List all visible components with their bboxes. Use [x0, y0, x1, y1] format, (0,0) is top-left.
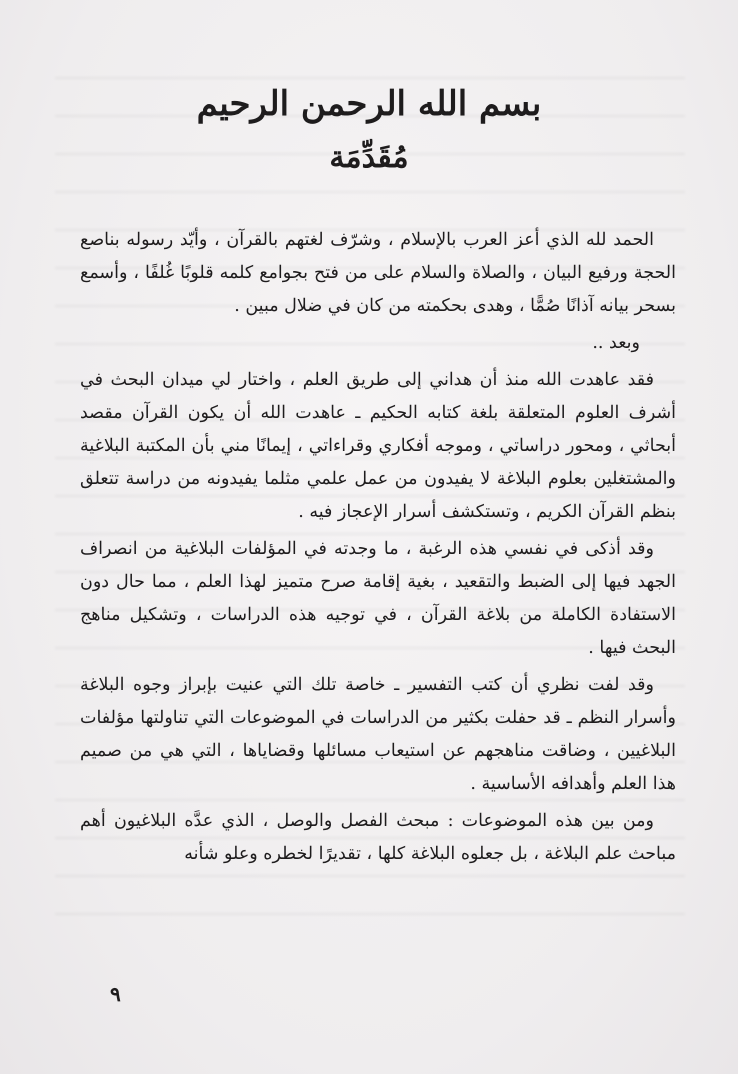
paragraph: الحمد لله الذي أعز العرب بالإسلام ، وشرّف لغتهم بالقرآن ، وأيّد رسوله بناصع الحجة ورفيع البيان ، والصلاة والسلام على من فتح بجوامع كلمه قلوبًا غُلفًا ، وأسمع بسحر بيانه آذانًا صُمًّا ، وهدى بحكمته من كان في ضلال مبين . — [80, 230, 676, 316]
page-number: ٩ — [110, 982, 121, 1006]
paragraph: وبعد .. — [592, 333, 640, 353]
page-title: مُقَدِّمَة — [329, 140, 409, 175]
paragraph: وقد لفت نظري أن كتب التفسير ـ خاصة تلك التي عنيت بإبراز وجوه البلاغة وأسرار النظم ـ قد حفلت بكثير من الدراسات في الموضوعات التي تناولتها مؤلفات البلاغيين ، وضاقت مناهجهم عن استيعاب مسائلها وقضاياها ، التي هي من صميم هذا العلم وأهدافه الأساسية . — [80, 675, 676, 794]
body-text — [80, 224, 676, 875]
paragraph: فقد عاهدت الله منذ أن هداني إلى طريق العلم ، واختار لي ميدان البحث في أشرف العلوم المتعلقة بلغة كتابه الحكيم ـ عاهدت الله أن يكون القرآن مقصد أبحاثي ، ومحور دراساتي ، وموجه أفكاري وقراءاتي ، إيمانًا مني بأن المكتبة البلاغية والمشتغلين بعلوم البلاغة لا يفيدون من عمل علمي مثلما يفيدونه من دراسة تتعلق بنظم القرآن الكريم ، وتستكشف أسرار الإعجاز فيه . — [80, 370, 676, 522]
paragraph: ومن بين هذه الموضوعات : مبحث الفصل والوصل ، الذي عدَّه البلاغيون أهم مباحث علم البلاغة ، بل جعلوه البلاغة كلها ، تقديرًا لخطره وعلو شأنه — [80, 811, 676, 864]
basmala-calligraphy: بسم الله الرحمن الرحيم — [196, 84, 542, 124]
paragraph: وقد أذكى في نفسي هذه الرغبة ، ما وجدته في المؤلفات البلاغية من انصراف الجهد فيها إلى الضبط والتقعيد ، بغية إقامة صرح متميز لهذا العلم ، مما حال دون الاستفادة الكاملة من بلاغة القرآن ، في توجيه هذه الدراسات ، وتشكيل مناهج البحث فيها . — [80, 539, 676, 658]
